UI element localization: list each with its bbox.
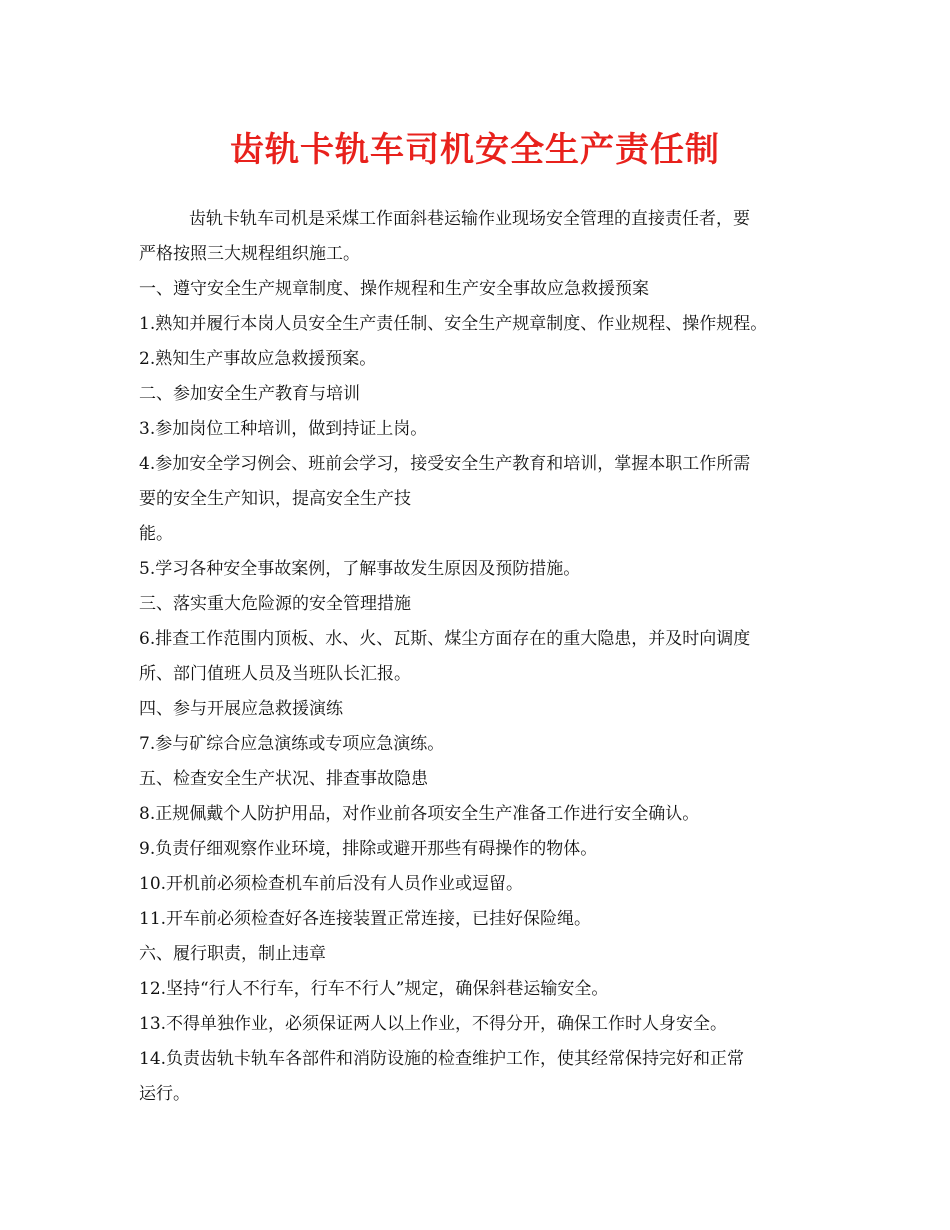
list-item: 3.参加岗位工种培训，做到持证上岗。 (139, 419, 428, 439)
section-heading: 四、参与开展应急救援演练 (139, 699, 343, 719)
paragraph-line: 严格按照三大规程组织施工。 (139, 244, 360, 264)
list-item: 7.参与矿综合应急演练或专项应急演练。 (139, 734, 445, 754)
document-title: 齿轨卡轨车司机安全生产责任制 (230, 130, 720, 170)
paragraph-line: 齿轨卡轨车司机是采煤工作面斜巷运输作业现场安全管理的直接责任者，要 (189, 209, 750, 229)
list-item: 14.负责齿轨卡轨车各部件和消防设施的检查维护工作，使其经常保持完好和正常 (139, 1049, 745, 1069)
list-item-continuation: 能。 (139, 524, 173, 544)
document-body (139, 202, 819, 1112)
section-heading: 六、履行职责，制止违章 (139, 944, 326, 964)
section-heading: 二、参加安全生产教育与培训 (139, 384, 360, 404)
list-item-continuation: 所、部门值班人员及当班队长汇报。 (139, 664, 411, 684)
section-heading: 五、检查安全生产状况、排查事故隐患 (139, 769, 428, 789)
list-item: 10.开机前必须检查机车前后没有人员作业或逗留。 (139, 874, 524, 894)
section-heading: 一、遵守安全生产规章制度、操作规程和生产安全事故应急救援预案 (139, 279, 649, 299)
list-item: 2.熟知生产事故应急救援预案。 (139, 349, 377, 369)
list-item: 11.开车前必须检查好各连接装置正常连接，已挂好保险绳。 (139, 909, 592, 929)
list-item: 9.负责仔细观察作业环境，排除或避开那些有碍操作的物体。 (139, 839, 598, 859)
list-item-continuation: 要的安全生产知识，提高安全生产技 (139, 489, 411, 509)
list-item: 6.排查工作范围内顶板、水、火、瓦斯、煤尘方面存在的重大隐患，并及时向调度 (139, 629, 751, 649)
section-heading: 三、落实重大危险源的安全管理措施 (139, 594, 411, 614)
list-item: 13.不得单独作业，必须保证两人以上作业，不得分开，确保工作时人身安全。 (139, 1014, 728, 1034)
list-item: 5.学习各种安全事故案例，了解事故发生原因及预防措施。 (139, 559, 581, 579)
list-item: 1.熟知并履行本岗人员安全生产责任制、安全生产规章制度、作业规程、操作规程。 (139, 314, 768, 334)
list-item: 8.正规佩戴个人防护用品，对作业前各项安全生产准备工作进行安全确认。 (139, 804, 700, 824)
list-item-continuation: 运行。 (139, 1084, 190, 1104)
list-item: 4.参加安全学习例会、班前会学习，接受安全生产教育和培训，掌握本职工作所需 (139, 454, 751, 474)
list-item: 12.坚持“行人不行车，行车不行人”规定，确保斜巷运输安全。 (139, 979, 609, 999)
